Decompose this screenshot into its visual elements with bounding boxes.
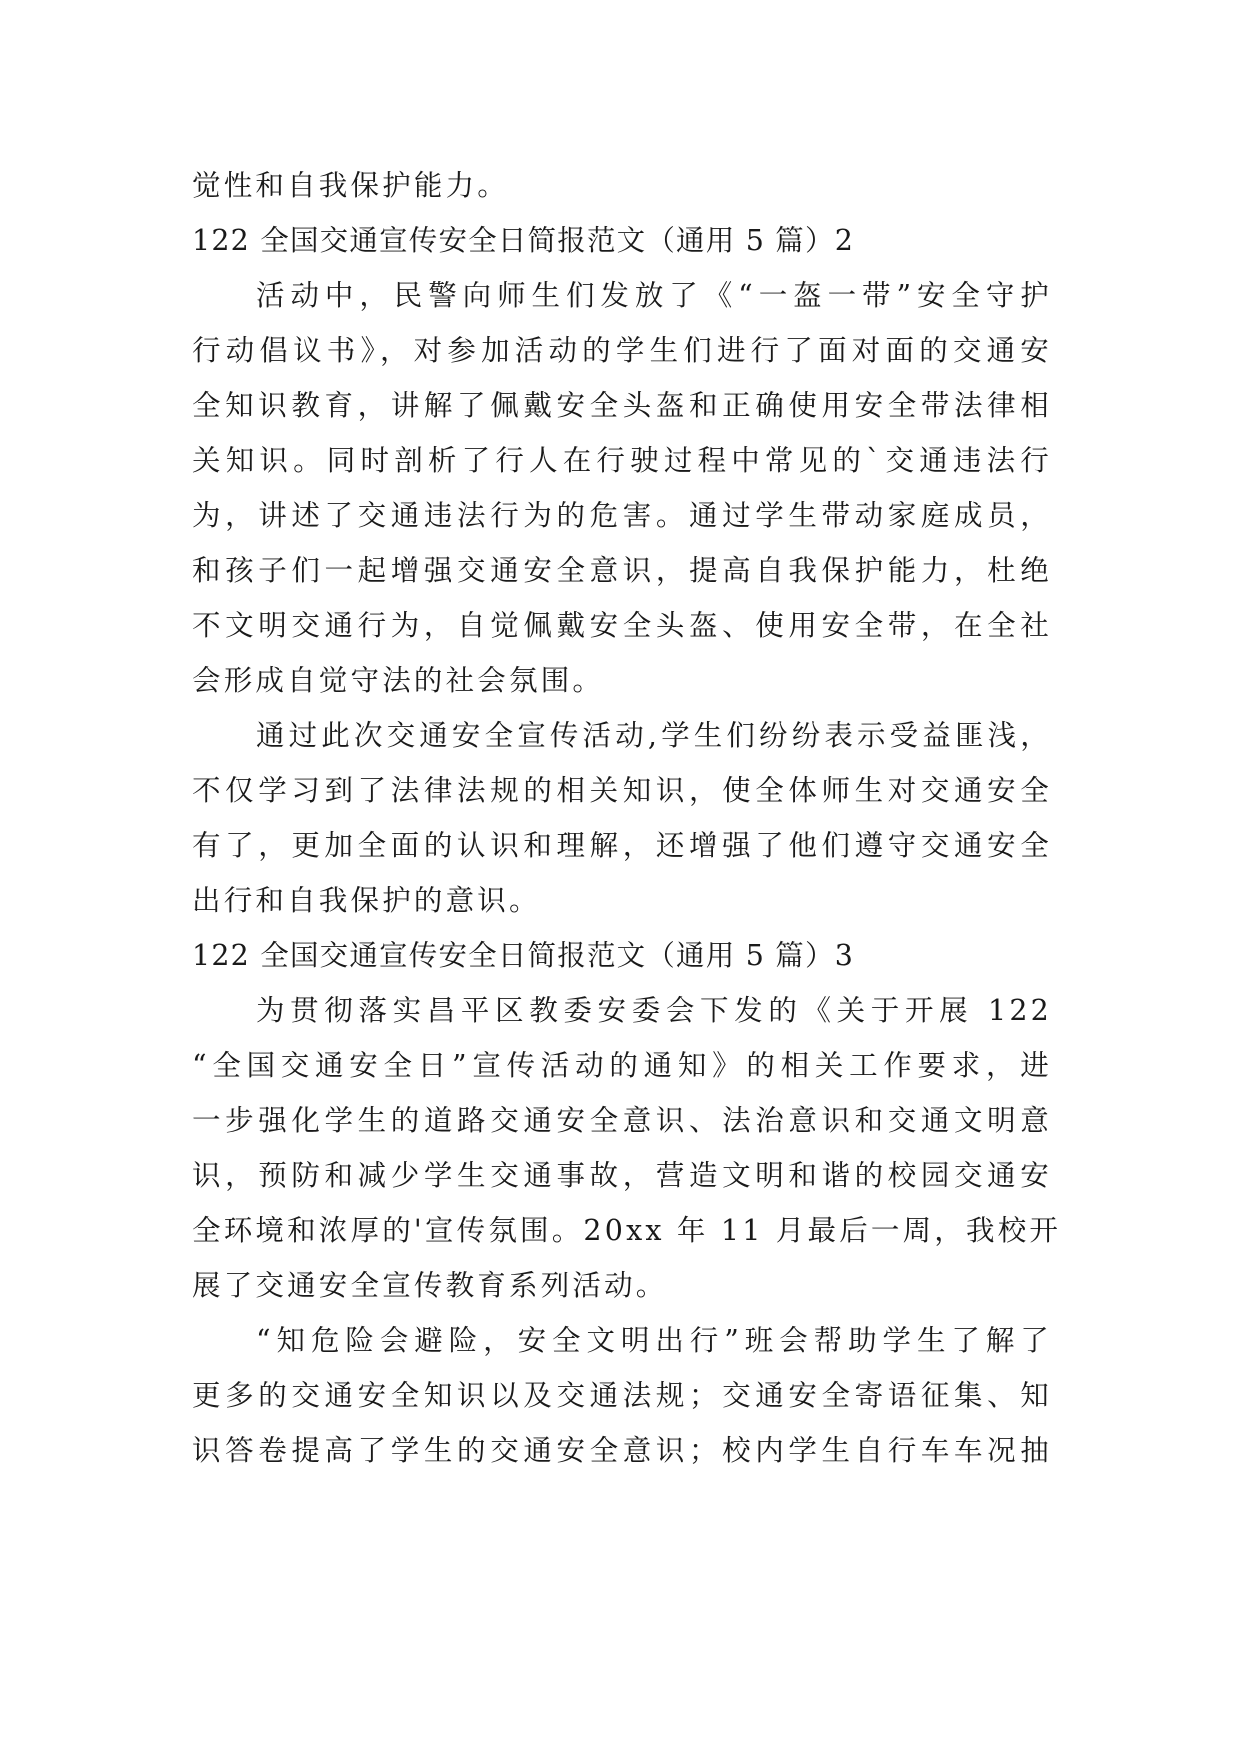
text-line: 为，讲述了交通违法行为的危害。通过学生带动家庭成员， bbox=[192, 499, 1052, 532]
text-line: 不仅学习到了法律法规的相关知识，使全体师生对交通安全 bbox=[192, 774, 1052, 807]
text-line: 关知识。同时剖析了行人在行驶过程中常见的`交通违法行 bbox=[192, 444, 1052, 477]
text-line: 行动倡议书》，对参加活动的学生们进行了面对面的交通安 bbox=[192, 334, 1052, 367]
text-line: 会形成自觉守法的社会氛围。 bbox=[192, 664, 605, 697]
text-line: 全知识教育，讲解了佩戴安全头盔和正确使用安全带法律相 bbox=[192, 389, 1052, 422]
paragraph-continuation bbox=[192, 158, 1052, 213]
text-line: 为贯彻落实昌平区教委安委会下发的《关于开展 122 bbox=[256, 994, 1052, 1027]
paragraph-class-meeting bbox=[192, 1313, 1052, 1478]
text-line: 活动中，民警向师生们发放了《“一盔一带”安全守护 bbox=[256, 279, 1052, 312]
text-line: 出行和自我保护的意识。 bbox=[192, 884, 541, 917]
text-line: 识，预防和减少学生交通事故，营造文明和谐的校园交通安 bbox=[192, 1159, 1052, 1192]
text-line: 一步强化学生的道路交通安全意识、法治意识和交通文明意 bbox=[192, 1104, 1052, 1137]
text-line: “知危险会避险，安全文明出行”班会帮助学生了解了 bbox=[256, 1324, 1052, 1357]
text-line: 全环境和浓厚的'宣传氛围。20xx 年 11 月最后一周，我校开 bbox=[192, 1214, 1062, 1247]
paragraph-activity bbox=[192, 268, 1052, 708]
text-line: “全国交通安全日”宣传活动的通知》的相关工作要求，进 bbox=[192, 1049, 1052, 1082]
document-page bbox=[192, 158, 1062, 1478]
section-heading-3: 122 全国交通宣传安全日简报范文（通用 5 篇）3 bbox=[192, 939, 855, 972]
text-line: 识答卷提高了学生的交通安全意识；校内学生自行车车况抽 bbox=[192, 1434, 1052, 1467]
text-line: 展了交通安全宣传教育系列活动。 bbox=[192, 1269, 668, 1302]
text-line: 更多的交通安全知识以及交通法规；交通安全寄语征集、知 bbox=[192, 1379, 1052, 1412]
paragraph-implementation bbox=[192, 983, 1062, 1313]
text-line: 和孩子们一起增强交通安全意识，提高自我保护能力，杜绝 bbox=[192, 554, 1052, 587]
paragraph-result bbox=[192, 708, 1052, 928]
text-line: 不文明交通行为，自觉佩戴安全头盔、使用安全带，在全社 bbox=[192, 609, 1052, 642]
text-line: 觉性和自我保护能力。 bbox=[192, 169, 510, 202]
text-line: 有了，更加全面的认识和理解，还增强了他们遵守交通安全 bbox=[192, 829, 1052, 862]
text-line: 通过此次交通安全宣传活动,学生们纷纷表示受益匪浅， bbox=[256, 719, 1052, 752]
section-heading-2: 122 全国交通宣传安全日简报范文（通用 5 篇）2 bbox=[192, 224, 855, 257]
